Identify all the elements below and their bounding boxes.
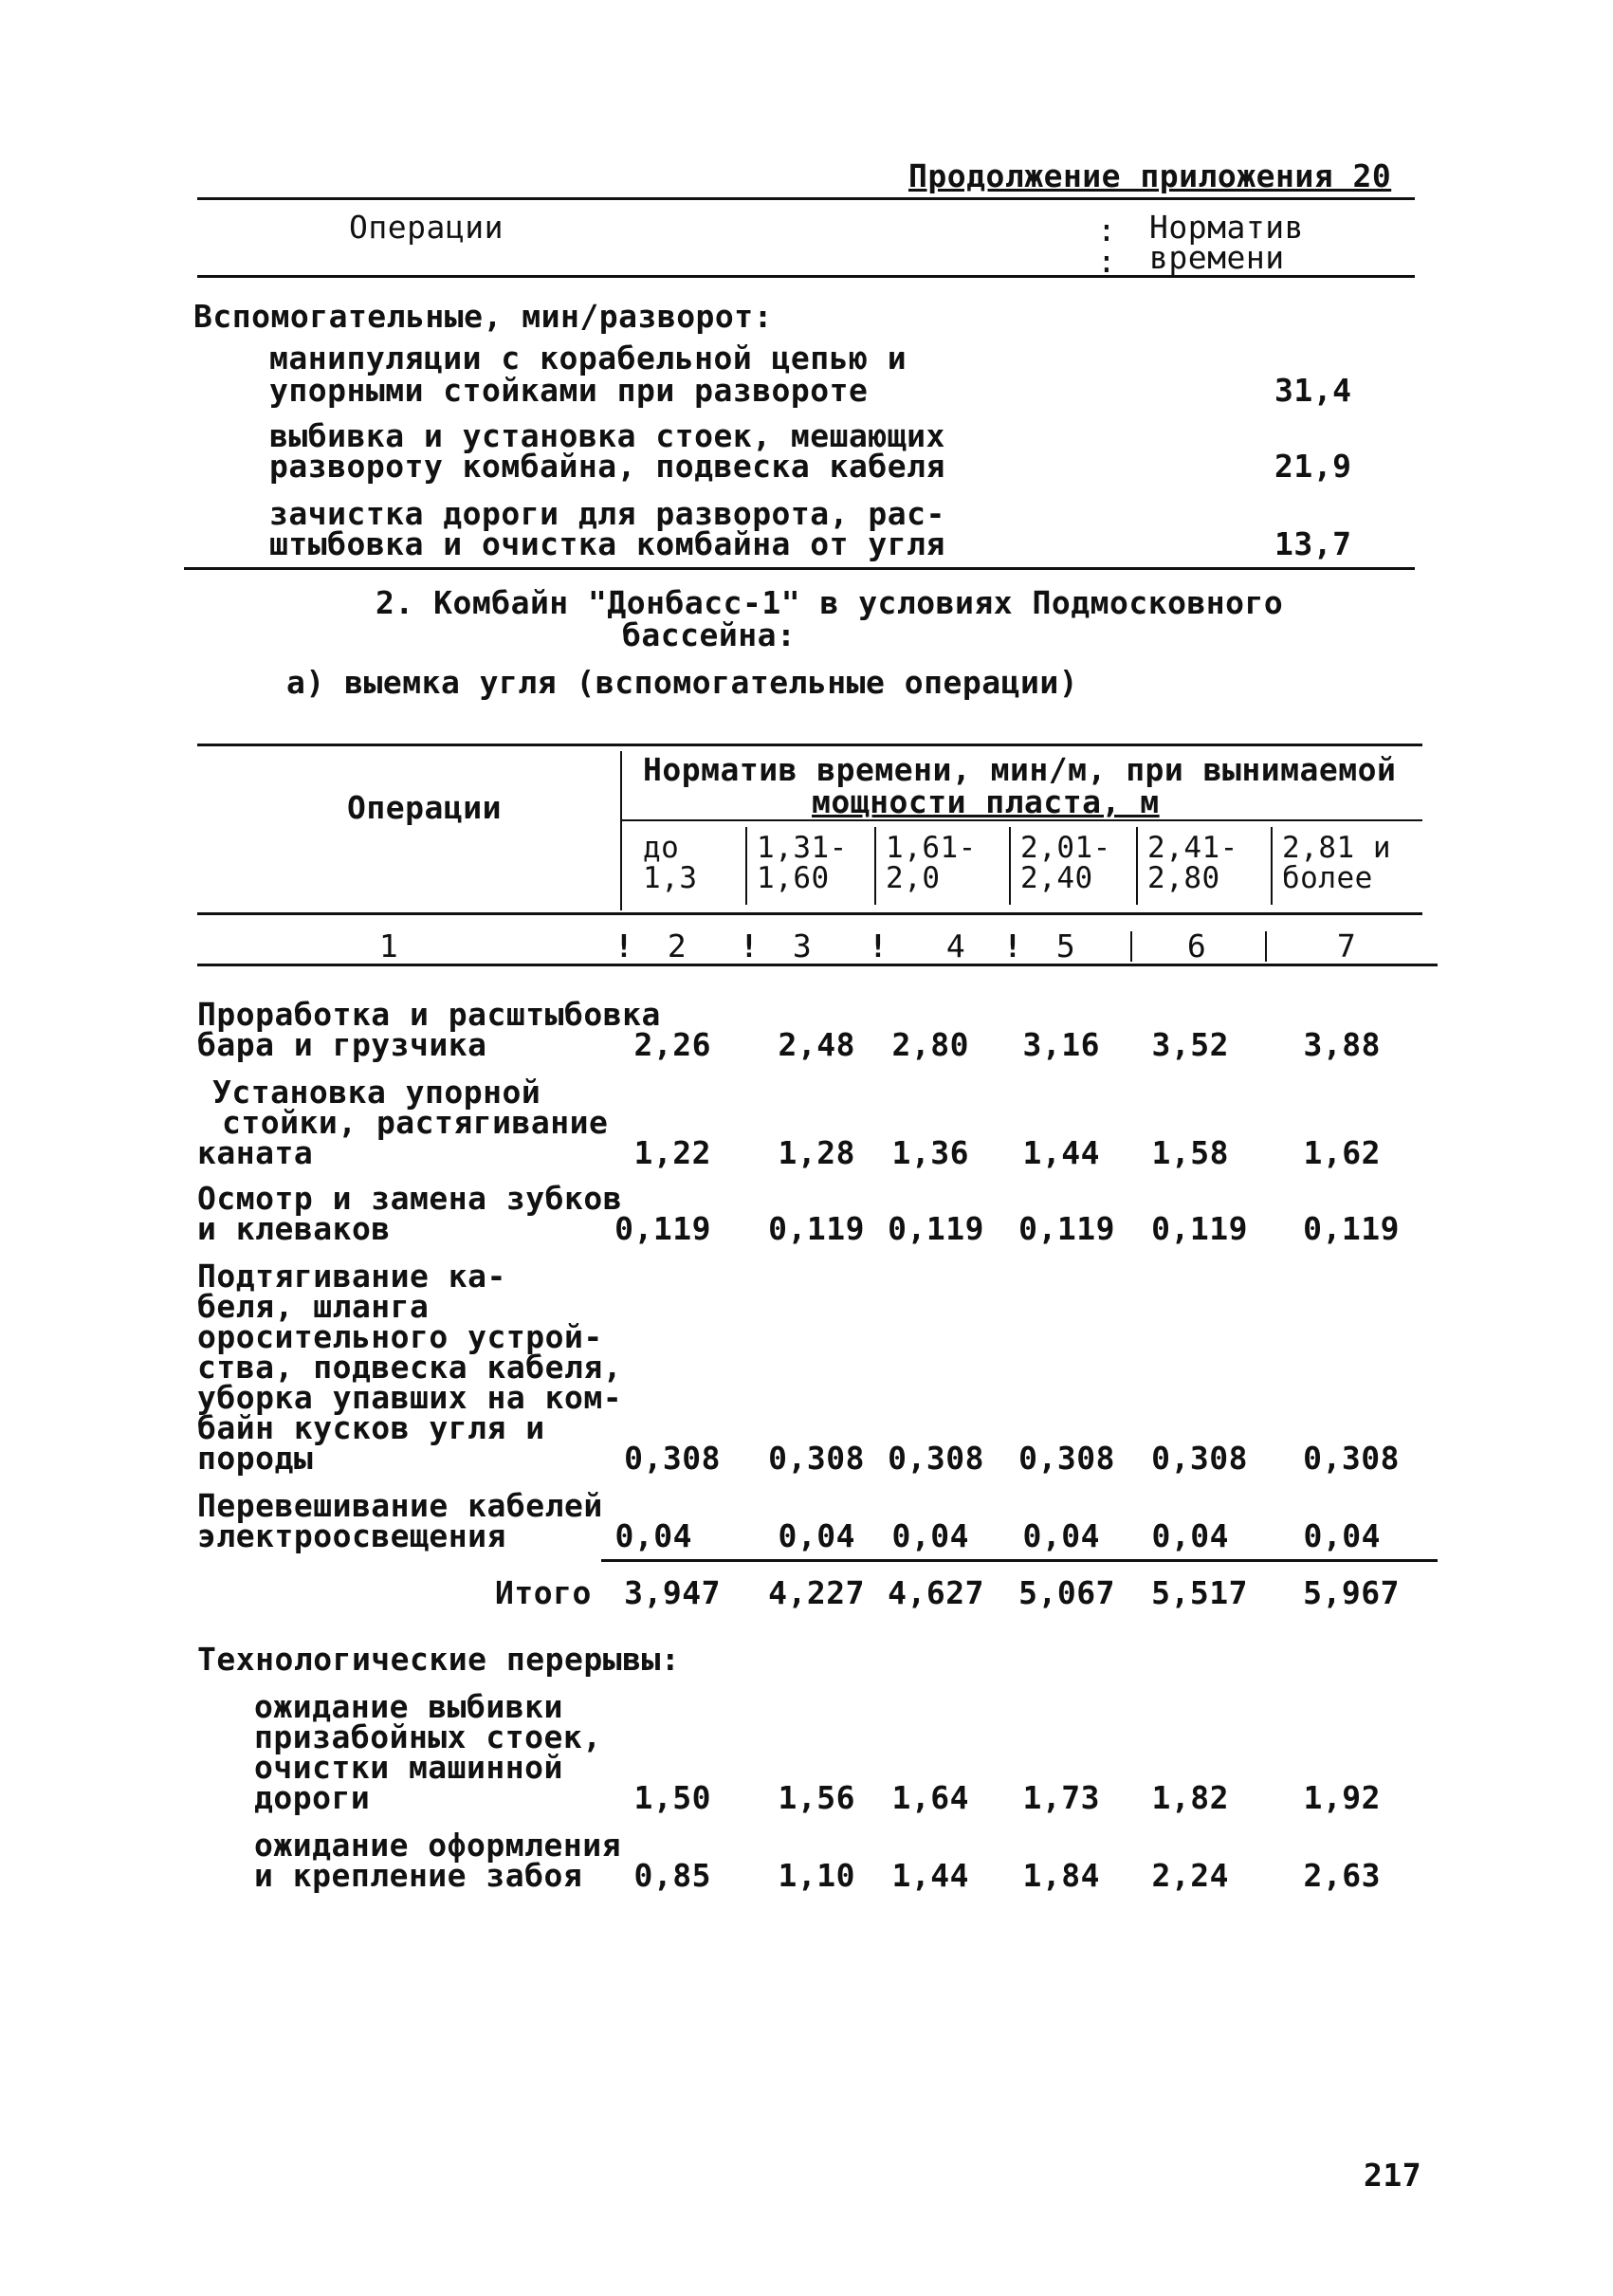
- table2-row-2-v2: 1,28: [778, 1134, 855, 1171]
- table2-row-4-line1: Подтягивание ка-: [197, 1258, 506, 1295]
- table2-header-rule: [197, 912, 1422, 915]
- table2-colnum-bar-4: !: [1003, 928, 1023, 964]
- table2-row-4-line3: оросительного устрой-: [197, 1318, 603, 1355]
- section2-subtitle: а) выемка угля (вспомогательные операции): [286, 664, 1079, 701]
- table2-row-1-v6: 3,88: [1303, 1026, 1381, 1063]
- table2-range-4-line2: 2,40: [1020, 861, 1093, 895]
- section2-title-line2: бассейна:: [622, 616, 797, 653]
- table2-row-4-v1: 0,308: [624, 1440, 721, 1477]
- table2-total-v5: 5,517: [1151, 1574, 1248, 1611]
- table2-range-2-line2: 1,60: [757, 861, 830, 895]
- table2-row-4-line6: байн кусков угля и: [197, 1409, 545, 1446]
- table2-subheader-rule: [622, 819, 1422, 821]
- table2-row-2-v6: 1,62: [1303, 1134, 1381, 1171]
- table2-row-1-v4: 3,16: [1022, 1026, 1100, 1063]
- table2-row-5-line2: электроосвещения: [197, 1517, 506, 1554]
- table2-total-label: Итого: [495, 1574, 592, 1611]
- table2-colnum-rule: [197, 964, 1438, 966]
- table2-row-2-v4: 1,44: [1022, 1134, 1100, 1171]
- table2-total-v1: 3,947: [624, 1574, 721, 1611]
- table2-tech-1-line3: очистки машинной: [254, 1749, 563, 1786]
- table2-range-6-line2: более: [1282, 861, 1373, 895]
- table2-row-3-v5: 0,119: [1151, 1210, 1248, 1247]
- table2-colnum-1: 1: [378, 928, 399, 964]
- table2-tech-1-v2: 1,56: [778, 1779, 855, 1816]
- table2-row-5-v5: 0,04: [1151, 1517, 1229, 1554]
- table2-tech-1-line1: ожидание выбивки: [254, 1688, 563, 1725]
- table2-range-divider-5: [1271, 827, 1273, 905]
- table1-row-2-value: 21,9: [1274, 448, 1352, 485]
- table2-row-3-v2: 0,119: [768, 1210, 865, 1247]
- table2-row-5-v2: 0,04: [778, 1517, 855, 1554]
- table2-range-divider-1: [745, 827, 747, 905]
- table2-tech-title: Технологические перерывы:: [197, 1641, 681, 1678]
- table2-row-5-line1: Перевешивание кабелей: [197, 1487, 603, 1524]
- table1-row-3-line1: зачистка дороги для разворота, рас-: [269, 495, 945, 532]
- table2-range-2-line1: 1,31-: [757, 831, 848, 865]
- table2-row-4-line5: уборка упавших на ком-: [197, 1379, 623, 1416]
- table2-tech-2-line1: ожидание оформления: [254, 1827, 621, 1864]
- table2-row-3-line1: Осмотр и замена зубков: [197, 1180, 623, 1217]
- table2-row-3-v4: 0,119: [1018, 1210, 1115, 1247]
- table1-col-norm-line2: времени: [1149, 239, 1285, 276]
- table2-range-divider-4: [1136, 827, 1138, 905]
- table1-row-1-line2: упорными стойками при развороте: [269, 372, 869, 409]
- table2-row-5-v4: 0,04: [1022, 1517, 1100, 1554]
- table2-range-3-line1: 1,61-: [886, 831, 977, 865]
- table2-tech-2-v5: 2,24: [1151, 1857, 1229, 1894]
- table2-colnum-3: 3: [792, 928, 813, 964]
- table2-row-3-v1: 0,119: [614, 1210, 711, 1247]
- table1-row-1-line1: манипуляции с корабельной цепью и: [269, 340, 907, 377]
- table2-colnum-7: 7: [1336, 928, 1357, 964]
- table2-col-operations: Операции: [347, 789, 502, 826]
- table2-row-2-v3: 1,36: [891, 1134, 969, 1171]
- table2-total-v4: 5,067: [1018, 1574, 1115, 1611]
- table2-row-1-line2: бара и грузчика: [197, 1026, 487, 1063]
- table1-row-1-value: 31,4: [1274, 372, 1352, 409]
- table2-row-3-v3: 0,119: [888, 1210, 984, 1247]
- table2-colnum-divider-6: [1265, 931, 1267, 962]
- table2-row-4-v2: 0,308: [768, 1440, 865, 1477]
- table2-row-4-v3: 0,308: [888, 1440, 984, 1477]
- table1-row-3-line2: штыбовка и очистка комбайна от угля: [269, 525, 945, 562]
- table2-tech-2-v1: 0,85: [633, 1857, 711, 1894]
- table2-row-1-line1: Проработка и расштыбовка: [197, 996, 661, 1033]
- table1-header-rule: [197, 275, 1415, 278]
- table2-tech-1-v4: 1,73: [1022, 1779, 1100, 1816]
- table2-row-4-line7: породы: [197, 1440, 314, 1477]
- table2-tech-2-line2: и крепление забоя: [254, 1857, 583, 1894]
- table2-tech-1-line2: призабойных стоек,: [254, 1718, 602, 1755]
- table2-colnum-5: 5: [1055, 928, 1076, 964]
- table2-row-1-v2: 2,48: [778, 1026, 855, 1063]
- table2-row-5-v3: 0,04: [891, 1517, 969, 1554]
- table2-range-4-line1: 2,01-: [1020, 831, 1111, 865]
- table2-row-5-v6: 0,04: [1303, 1517, 1381, 1554]
- table2-tech-1-v6: 1,92: [1303, 1779, 1381, 1816]
- table1-col-operations: Операции: [349, 209, 504, 246]
- table2-colnum-6: 6: [1186, 928, 1207, 964]
- section2-title-line1: 2. Комбайн "Донбасс-1" в условиях Подмосковного: [376, 584, 1284, 621]
- table2-tech-2-v4: 1,84: [1022, 1857, 1100, 1894]
- table2-range-6-line1: 2,81 и: [1282, 831, 1391, 865]
- table2-norm-header-line1: Норматив времени, мин/м, при вынимаемой: [643, 751, 1397, 788]
- table2-total-rule: [601, 1559, 1438, 1562]
- table2-row-2-line3: каната: [197, 1134, 314, 1171]
- table1-col-norm-line1: Норматив: [1149, 209, 1304, 246]
- table2-row-4-v4: 0,308: [1018, 1440, 1115, 1477]
- table2-row-2-line2: стойки, растягивание: [222, 1104, 609, 1141]
- table2-row-3-line2: и клеваков: [197, 1210, 391, 1247]
- table2-range-divider-2: [874, 827, 876, 905]
- table2-norm-header-line2: мощности пласта, м: [812, 783, 1160, 820]
- table2-tech-1-v3: 1,64: [891, 1779, 969, 1816]
- table2-total-v3: 4,627: [888, 1574, 984, 1611]
- table2-range-1-line1: до: [643, 831, 680, 865]
- table2-colnum-2: 2: [667, 928, 687, 964]
- table2-row-2-v5: 1,58: [1151, 1134, 1229, 1171]
- table1-row-2-line1: выбивка и установка стоек, мешающих: [269, 417, 945, 454]
- table2-total-v6: 5,967: [1303, 1574, 1400, 1611]
- table2-row-1-v3: 2,80: [891, 1026, 969, 1063]
- table1-bottom-rule: [184, 567, 1415, 570]
- table2-row-4-line2: беля, шланга: [197, 1288, 430, 1325]
- table2-range-5-line1: 2,41-: [1147, 831, 1238, 865]
- table2-tech-2-v2: 1,10: [778, 1857, 855, 1894]
- table2-tech-1-line4: дороги: [254, 1779, 371, 1816]
- table2-row-5-v1: 0,04: [614, 1517, 692, 1554]
- table2-colnum-4: 4: [945, 928, 966, 964]
- table2-header-divider: [620, 751, 622, 910]
- table2-tech-1-v1: 1,50: [633, 1779, 711, 1816]
- table2-range-divider-3: [1009, 827, 1011, 905]
- table2-top-rule: [197, 744, 1422, 746]
- table2-row-3-v6: 0,119: [1303, 1210, 1400, 1247]
- table2-range-5-line2: 2,80: [1147, 861, 1220, 895]
- table2-tech-2-v6: 2,63: [1303, 1857, 1381, 1894]
- table2-tech-2-v3: 1,44: [891, 1857, 969, 1894]
- table1-sep-2: :: [1097, 243, 1117, 280]
- table2-row-4-line4: ства, подвеска кабеля,: [197, 1349, 623, 1386]
- table2-range-3-line2: 2,0: [886, 861, 941, 895]
- table1-row-3-value: 13,7: [1274, 525, 1352, 562]
- table2-range-1-line2: 1,3: [643, 861, 698, 895]
- table2-colnum-divider-5: [1130, 931, 1132, 962]
- table2-row-2-v1: 1,22: [633, 1134, 711, 1171]
- table1-group-title: Вспомогательные, мин/разворот:: [193, 298, 774, 335]
- table2-colnum-bar-2: !: [740, 928, 760, 964]
- table2-tech-1-v5: 1,82: [1151, 1779, 1229, 1816]
- table2-total-v2: 4,227: [768, 1574, 865, 1611]
- table2-row-2-line1: Установка упорной: [212, 1074, 541, 1111]
- table2-row-4-v6: 0,308: [1303, 1440, 1400, 1477]
- table2-row-1-v1: 2,26: [633, 1026, 711, 1063]
- table1-top-rule: [197, 197, 1415, 200]
- table1-row-2-line2: развороту комбайна, подвеска кабеля: [269, 448, 945, 485]
- table2-colnum-bar-1: !: [614, 928, 634, 964]
- table2-row-4-v5: 0,308: [1151, 1440, 1248, 1477]
- continuation-header: Продолжение приложения 20: [908, 157, 1392, 194]
- table2-colnum-bar-3: !: [869, 928, 889, 964]
- table2-row-1-v5: 3,52: [1151, 1026, 1229, 1063]
- table1-sep-1: :: [1097, 211, 1117, 248]
- page-number: 217: [1364, 2157, 1422, 2194]
